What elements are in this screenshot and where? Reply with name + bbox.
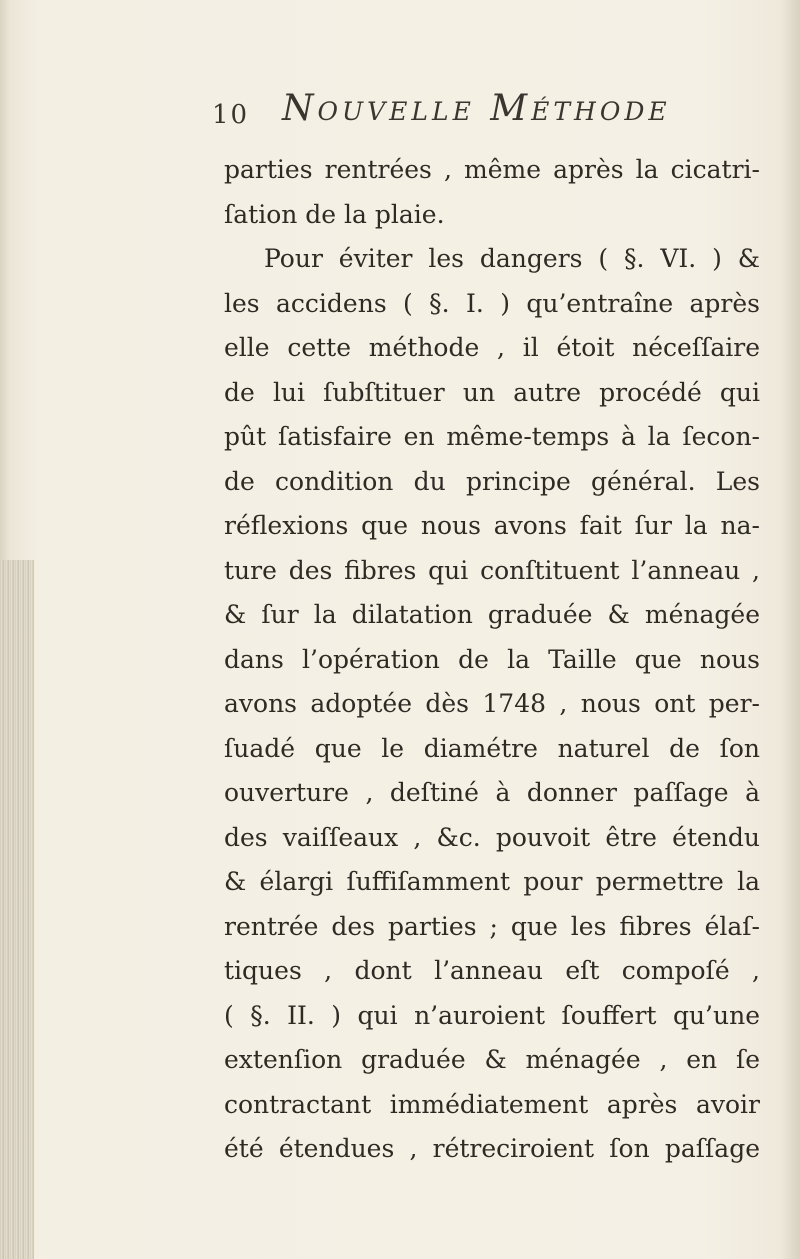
text-line: contractant immédiatement après avoir xyxy=(224,1089,760,1119)
text-line: avons adoptée dès 1748 , nous ont per- xyxy=(224,689,760,718)
text-line: Pour éviter les dangers ( §. VI. ) & xyxy=(264,244,760,273)
text-line: elle cette méthode , il étoit néceſſaire xyxy=(224,333,760,362)
running-header xyxy=(212,88,772,136)
text-line: ouverture , deſtiné à donner paſſage à xyxy=(224,778,760,807)
text-line: été étendues , rétreciroient ſon paſſage xyxy=(224,1134,760,1163)
text-line: ture des fibres qui conſtituent l’anneau , xyxy=(224,555,760,585)
text-line: réflexions que nous avons fait ſur la na- xyxy=(224,511,760,540)
text-line: ( §. II. ) qui n’auroient ſouffert qu’une xyxy=(224,1000,760,1030)
text-line: & ſur la dilatation graduée & ménagée xyxy=(224,600,760,629)
text-line: ſuadé que le diamétre naturel de ſon xyxy=(224,733,760,763)
text-line: extenſion graduée & ménagée , en ſe xyxy=(224,1045,760,1074)
text-line: parties rentrées , même après la cicatri- xyxy=(224,155,760,184)
text-line: & élargi ſuffiſamment pour permettre la xyxy=(224,867,760,896)
text-line: tiques , dont l’anneau eſt compoſé , xyxy=(224,956,760,985)
page-gutter-shadow xyxy=(0,560,34,1259)
body-text xyxy=(224,148,760,1172)
running-title: Nouvelle Méthode xyxy=(282,88,671,129)
text-line: de lui ſubſtituer un autre procédé qui xyxy=(224,377,760,407)
text-line: dans l’opération de la Taille que nous xyxy=(224,644,760,674)
text-line: de condition du principe général. Les xyxy=(224,466,760,496)
text-line: pût ſatisfaire en même-temps à la ſecon- xyxy=(224,422,760,451)
text-line: les accidens ( §. I. ) qu’entraîne après xyxy=(224,288,760,318)
text-line: rentrée des parties ; que les fibres élaſ- xyxy=(224,911,760,941)
text-line: ſation de la plaie. xyxy=(224,199,445,229)
text-line: des vaiſſeaux , &c. pouvoit être étendu xyxy=(224,822,760,852)
page-number: 10 xyxy=(212,100,250,130)
